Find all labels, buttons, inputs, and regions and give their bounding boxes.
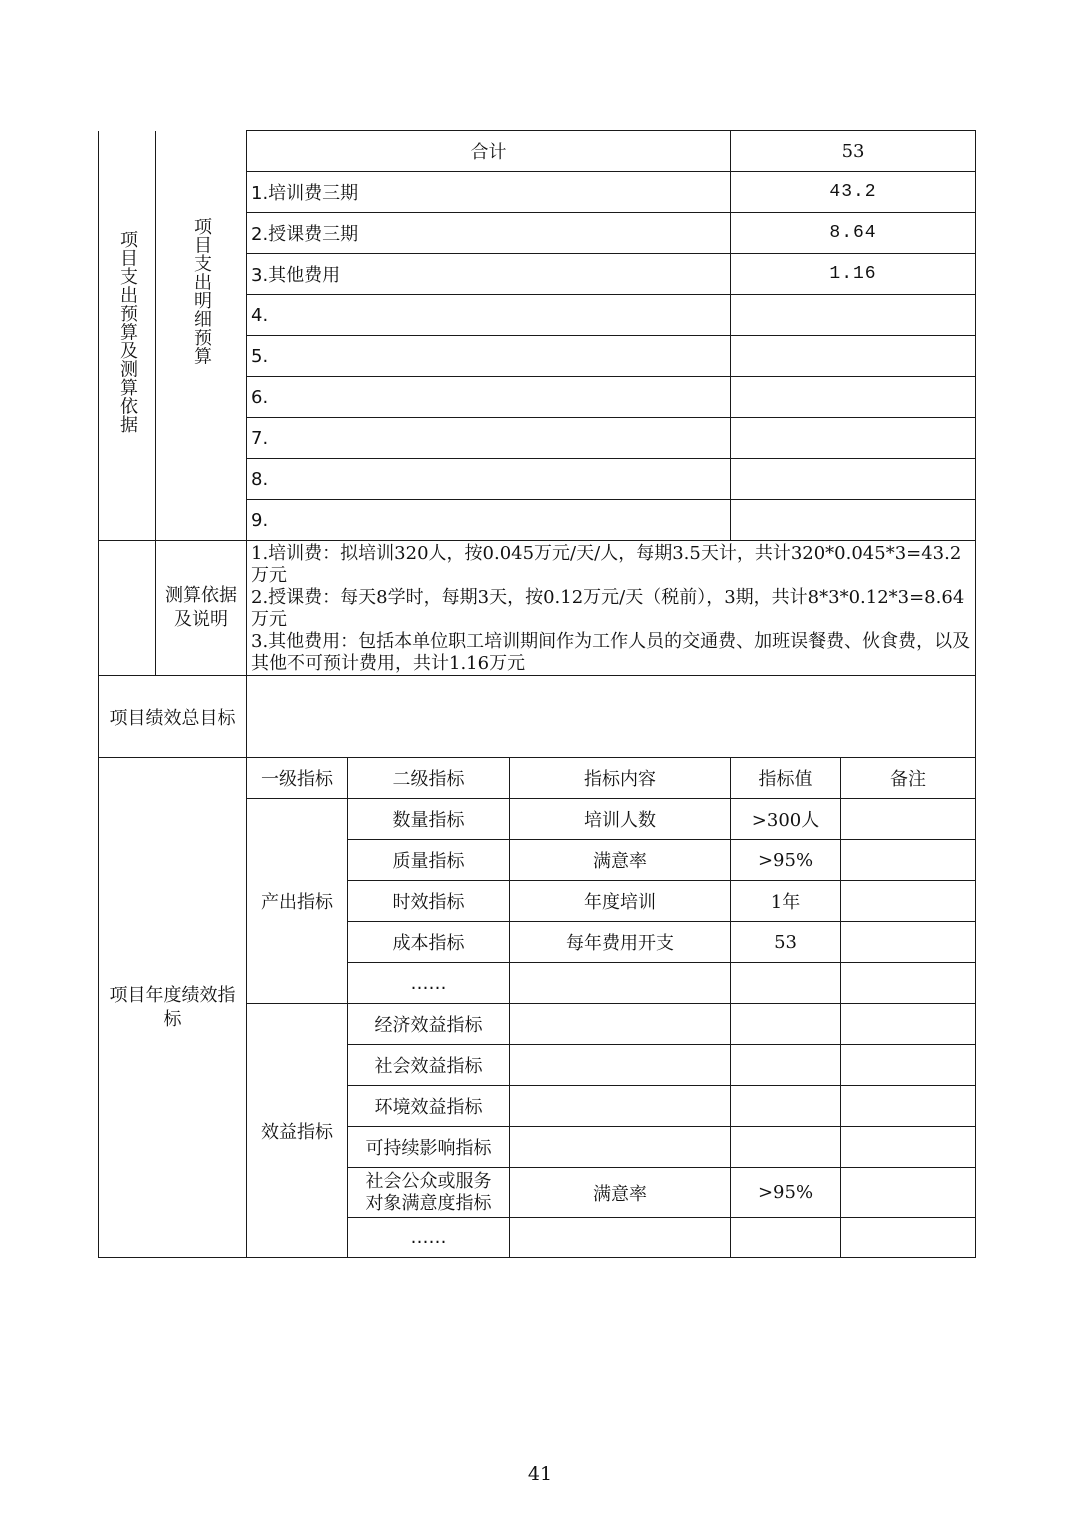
total-value: 53 <box>731 131 976 172</box>
detail-budget-label <box>156 131 247 541</box>
benefit-content <box>510 1045 731 1086</box>
benefit-note <box>841 1086 976 1127</box>
header-note: 备注 <box>841 758 976 799</box>
budget-item-label: 7. <box>247 418 731 459</box>
indicator-header-row <box>99 758 976 799</box>
basis-label <box>156 541 247 676</box>
benefit-level2 <box>348 1168 510 1218</box>
benefit-content: 满意率 <box>510 1168 731 1218</box>
output-note <box>841 922 976 963</box>
output-content: 年度培训 <box>510 881 731 922</box>
budget-section-label <box>99 131 156 541</box>
budget-item-value: 8.64 <box>731 213 976 254</box>
header-content: 指标内容 <box>510 758 731 799</box>
budget-total-row <box>99 131 976 172</box>
budget-item-label: 2.授课费三期 <box>247 213 731 254</box>
budget-item-value: 1.16 <box>731 254 976 295</box>
budget-item-value <box>731 500 976 541</box>
page-number: 41 <box>527 1463 553 1485</box>
benefit-content <box>510 1086 731 1127</box>
benefit-content <box>510 1004 731 1045</box>
output-note <box>841 840 976 881</box>
indicator-section-label <box>99 758 247 1258</box>
goal-label: 项目绩效总目标 <box>99 676 247 758</box>
output-value: >95% <box>731 840 841 881</box>
budget-item-value <box>731 336 976 377</box>
output-value: >300人 <box>731 799 841 840</box>
header-value: 指标值 <box>731 758 841 799</box>
output-content: 培训人数 <box>510 799 731 840</box>
output-level2: …… <box>348 963 510 1004</box>
output-label: 产出指标 <box>247 799 348 1004</box>
output-value: 53 <box>731 922 841 963</box>
benefit-label: 效益指标 <box>247 1004 348 1258</box>
output-note <box>841 881 976 922</box>
header-level1: 一级指标 <box>247 758 348 799</box>
benefit-content <box>510 1218 731 1258</box>
benefit-note <box>841 1004 976 1045</box>
benefit-note <box>841 1045 976 1086</box>
budget-item-label: 5. <box>247 336 731 377</box>
benefit-content <box>510 1127 731 1168</box>
budget-item-value <box>731 295 976 336</box>
benefit-level2: 可持续影响指标 <box>348 1127 510 1168</box>
benefit-value <box>731 1045 841 1086</box>
output-value: 1年 <box>731 881 841 922</box>
budget-item-label: 9. <box>247 500 731 541</box>
budget-item-label: 4. <box>247 295 731 336</box>
benefit-value <box>731 1218 841 1258</box>
budget-item-label: 8. <box>247 459 731 500</box>
output-note <box>841 963 976 1004</box>
benefit-value: >95% <box>731 1168 841 1218</box>
basis-line: 3.其他费用：包括本单位职工培训期间作为工作人员的交通费、加班误餐费、伙食费，以及其他不可预计费用，共计1.16万元 <box>251 631 971 674</box>
budget-performance-table <box>98 130 976 1258</box>
budget-item-value: 43.2 <box>731 172 976 213</box>
budget-item-label: 3.其他费用 <box>247 254 731 295</box>
budget-section-text: 项目支出预算及测算依据 <box>117 229 138 434</box>
budget-item-label: 6. <box>247 377 731 418</box>
basis-label-line2: 及说明 <box>174 609 228 630</box>
benefit-level2-line1: 社会公众或服务 <box>365 1170 492 1192</box>
benefit-value <box>731 1086 841 1127</box>
indicator-section-line2: 标 <box>163 1008 182 1030</box>
output-content <box>510 963 731 1004</box>
budget-section-continuation <box>99 541 156 676</box>
header-level2: 二级指标 <box>348 758 510 799</box>
budget-item-value <box>731 459 976 500</box>
output-level2: 时效指标 <box>348 881 510 922</box>
output-content: 满意率 <box>510 840 731 881</box>
output-level2: 质量指标 <box>348 840 510 881</box>
detail-budget-text: 项目支出明细预算 <box>191 216 212 365</box>
benefit-level2: 社会效益指标 <box>348 1045 510 1086</box>
benefit-note <box>841 1168 976 1218</box>
basis-label-line1: 测算依据 <box>165 585 237 606</box>
output-content: 每年费用开支 <box>510 922 731 963</box>
basis-line: 1.培训费：拟培训320人，按0.045万元/天/人，每期3.5天计，共计320*0.045*3=43.2万元 <box>251 543 962 586</box>
output-level2: 成本指标 <box>348 922 510 963</box>
output-value <box>731 963 841 1004</box>
indicator-section-line1: 项目年度绩效指 <box>109 984 236 1006</box>
benefit-note <box>841 1127 976 1168</box>
basis-text <box>247 541 976 676</box>
budget-item-value <box>731 377 976 418</box>
benefit-note <box>841 1218 976 1258</box>
benefit-level2: 经济效益指标 <box>348 1004 510 1045</box>
output-note <box>841 799 976 840</box>
goal-value <box>247 676 976 758</box>
benefit-value <box>731 1127 841 1168</box>
goal-row <box>99 676 976 758</box>
total-label: 合计 <box>247 131 731 172</box>
benefit-value <box>731 1004 841 1045</box>
basis-row <box>99 541 976 676</box>
output-level2: 数量指标 <box>348 799 510 840</box>
benefit-level2-line2: 对象满意度指标 <box>365 1192 492 1214</box>
basis-line: 2.授课费：每天8学时，每期3天，按0.12万元/天（税前），3期，共计8*3*0.12*3=8.64万元 <box>251 587 965 630</box>
benefit-level2: …… <box>348 1218 510 1258</box>
benefit-level2: 环境效益指标 <box>348 1086 510 1127</box>
budget-item-label: 1.培训费三期 <box>247 172 731 213</box>
budget-item-value <box>731 418 976 459</box>
